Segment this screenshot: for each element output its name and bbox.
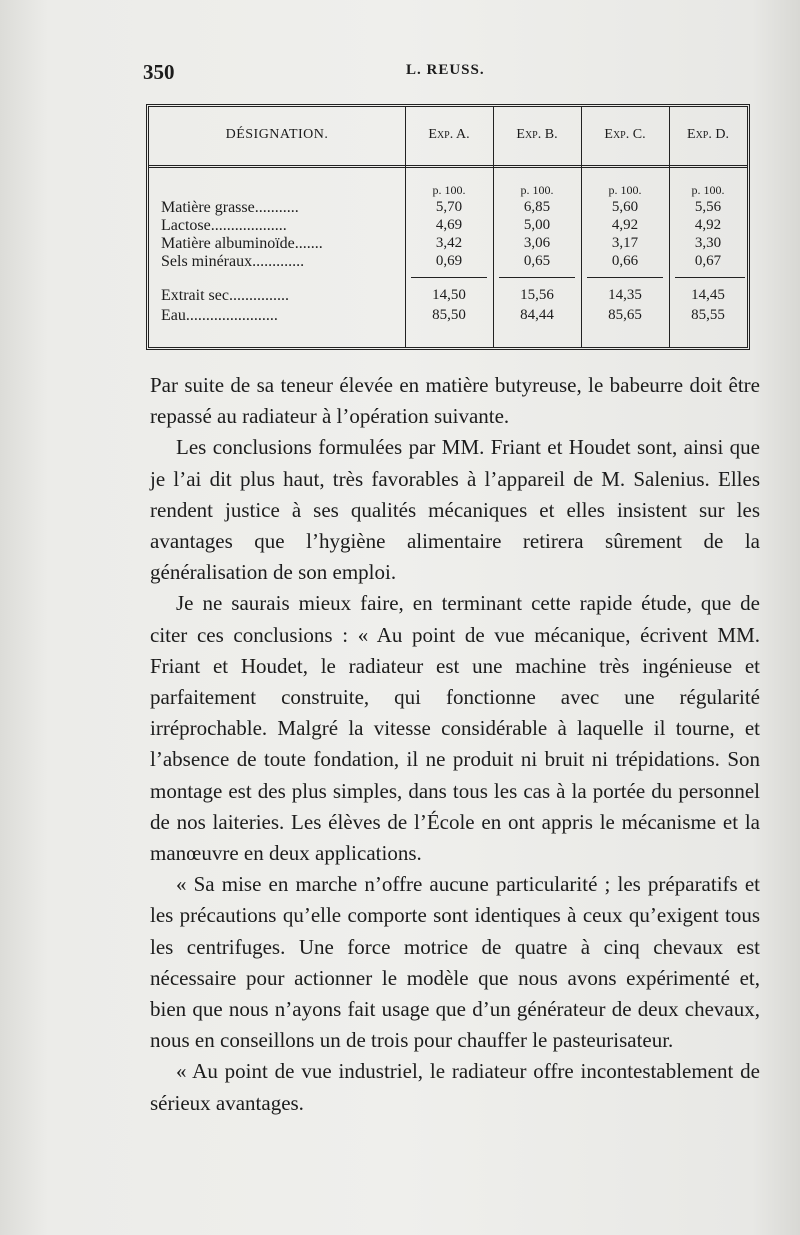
table-cell: 4,92 (694, 217, 722, 233)
column-header-designation: DÉSIGNATION. (225, 127, 329, 142)
unit-label: p. 100. (691, 183, 725, 197)
table-cell: 14,45 (691, 287, 725, 303)
table-cell: 3,30 (694, 235, 722, 251)
unit-label: p. 100. (608, 183, 642, 197)
table-cell: 5,56 (694, 199, 722, 215)
table-cell: 85,65 (608, 307, 642, 323)
column-header-exp-c: Exp. C. (604, 127, 646, 142)
table-cell: 5,70 (435, 199, 463, 215)
composition-table (146, 104, 750, 350)
paragraph: Je ne saurais mieux faire, en terminant cette rapide étude, que de citer ces conclusions : « Au point de vue mécanique, écrivent MM. Friant et Houdet, le radiateur est une machine très ingénieuse et parfaitement construite, qui fonctionne avec une régularité irréprochable. Malgré la vitesse considérable à laquelle il tourne, et l’absence de toute fondation, il ne produit ni bruit ni trépidations. Son montage est des plus simples, dans tous les cas à la portée du personnel de nos laiteries. Les élèves de l’École en ont appris le mécanisme et la manœuvre en deux applications. (150, 591, 760, 866)
table-cell: 5,00 (523, 217, 551, 233)
page-number: 350 (143, 60, 175, 84)
table-cell: 14,35 (608, 287, 642, 303)
table-cell: 5,60 (611, 199, 639, 215)
table-cell: 0,66 (611, 253, 639, 269)
table-cell: 0,65 (523, 253, 551, 269)
sum-rule (587, 277, 663, 278)
paragraph: « Sa mise en marche n’offre aucune particularité ; les préparatifs et les précautions qu’elle comporte sont identiques à ceux qu’exigent tous les centrifuges. Une force motrice de quatre à cinq chevaux est nécessaire pour actionner le modèle que nous avons expérimenté et, bien que nous n’ayons fait usage que d’un générateur de deux chevaux, nous en conseillons un de trois pour chauffer le pasteurisateur. (150, 872, 760, 1053)
column-header-exp-b: Exp. B. (516, 127, 558, 142)
table-cell: 3,17 (611, 235, 639, 251)
table-cell: 15,56 (520, 287, 554, 303)
table-cell: 0,67 (694, 253, 722, 269)
row-label: Sels minéraux............. (161, 253, 305, 270)
sum-rule (499, 277, 575, 278)
header-rule (149, 165, 747, 168)
sum-rule (675, 277, 745, 278)
body-text (150, 370, 760, 1119)
column-header-exp-a: Exp. A. (428, 127, 470, 142)
running-head (143, 60, 783, 90)
unit-label: p. 100. (432, 183, 466, 197)
table-cell: 14,50 (432, 287, 466, 303)
row-label: Lactose................... (161, 217, 287, 234)
table-cell: 85,55 (691, 307, 725, 323)
paragraph: Les conclusions formulées par MM. Friant et Houdet sont, ainsi que je l’ai dit plus haut, très favorables à l’appareil de M. Salenius. Elles rendent justice à ses qualités mécaniques et elles insistent sur les avantages que l’hygiène alimentaire retirera sûrement de la généralisation de son emploi. (150, 435, 760, 585)
table-cell: 3,06 (523, 235, 551, 251)
table-cell: 6,85 (523, 199, 551, 215)
column-header-exp-d: Exp. D. (687, 127, 729, 142)
row-label: Matière albuminoïde....... (161, 235, 323, 252)
paragraph: Par suite de sa teneur élevée en matière butyreuse, le babeurre doit être repassé au radiateur à l’opération suivante. (150, 373, 760, 429)
table-cell: 0,69 (435, 253, 463, 269)
running-title: L. REUSS. (406, 62, 485, 78)
table-cell: 85,50 (432, 307, 466, 323)
sum-rule (411, 277, 487, 278)
table-cell: 4,92 (611, 217, 639, 233)
row-label: Matière grasse........... (161, 199, 299, 216)
table-cell: 4,69 (435, 217, 463, 233)
row-label: Extrait sec............... (161, 287, 289, 304)
table-cell: 3,42 (435, 235, 463, 251)
row-label: Eau....................... (161, 307, 278, 324)
paragraph: « Au point de vue industriel, le radiateur offre incontestablement de sérieux avantages. (150, 1059, 760, 1115)
unit-label: p. 100. (520, 183, 554, 197)
table-cell: 84,44 (520, 307, 554, 323)
